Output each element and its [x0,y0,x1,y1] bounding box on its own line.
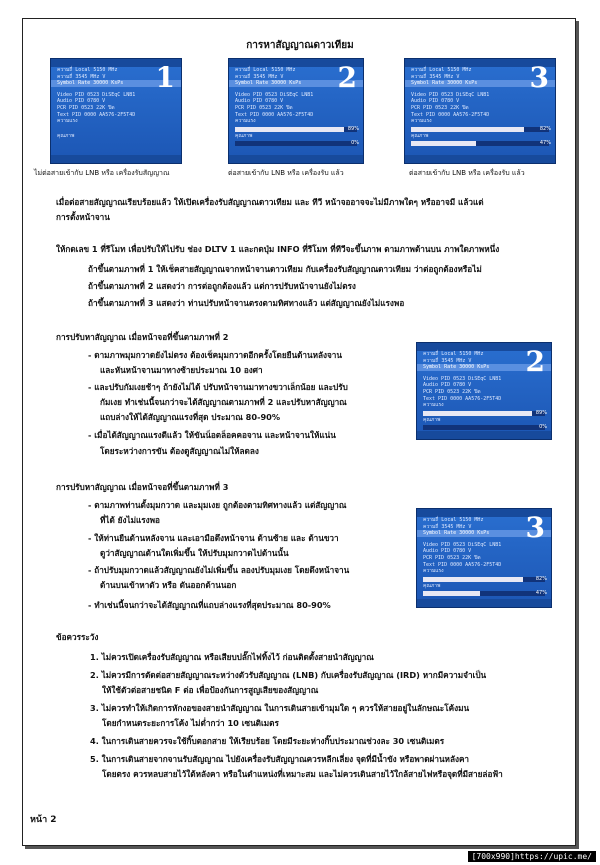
screen-row-text: Text PID 0000 AA576-2F5T4D [57,111,136,118]
screen-row-quality: ความแรง [423,568,444,575]
screen-row-freq: ความถี่ 3545 MHz V [423,357,472,364]
section2-line-5: แถบล่างให้ได้สัญญาณแรงที่สุด ประมาณ 80-90% [100,412,281,422]
caution-line-6: 4. ในการเดินสายควรจะใช้กิ๊บตอกสาย ให้เรียบร้อย โดยมีระยะห่างกิ๊บประมาณช่วงละ 30 เซนติเมตร [90,736,445,746]
section2-line-2: และหันหน้าจานมาทางซ้ายประมาณ 10 องศา [100,365,263,375]
screen-footer [51,155,181,163]
strength-percent: 89% [347,126,359,132]
section2-line-3: - และปรับกัมเงยช้าๆ ถ้ายังไม่ได้ ปรับหน้าจานมาทางขวาเล็กน้อย และปรับ [88,382,348,392]
screen-row-local: ความถี่ Local 5150 MHz [423,351,484,357]
page-title: การหาสัญญาณดาวเทียม [246,40,354,51]
screen-row-quality: ความแรง [235,118,256,125]
screen-row-level: คุณภาพ [423,416,441,423]
cautions-heading: ข้อควรระวัง [56,632,99,642]
intro-line-2: การตั้งหน้าจาน [56,212,110,222]
screen-row-video: Video PID 0523 DiSEqC LNB1 [423,375,502,382]
satellite-info-screen-1 [50,58,182,164]
caution-line-4: 3. ไม่ควรทำให้เกิดการหักงอของสายนำสัญญาณ ในการเดินสายเข้ามุมใด ๆ ควรให้สายอยู่ในลักษณะโค้งมน [90,703,470,713]
screen-row-quality: ความแรง [423,402,444,409]
signal-quality-bar [423,591,545,596]
screen-row-local: ความถี่ Local 5150 MHz [411,67,472,73]
screen-row-quality: ความแรง [411,118,432,125]
caution-line-5: โดยกำหนดระยะการโค้ง ไม่ต่ำกว่า 10 เซนติเมตร [102,718,279,728]
satellite-info-screen-2 [228,58,364,164]
screen-row-local: ความถี่ Local 5150 MHz [423,517,484,523]
signal-quality-bar [411,141,549,146]
screen-row-pcr: PCR PID 0523 22K ปิด [235,104,293,111]
screen-row-audio: Audio PID 0780 V [235,98,284,105]
screen-row-pcr: PCR PID 0523 22K ปิด [57,104,115,111]
section3-line-4: ดูว่าสัญญาณด้านใดเพิ่มขึ้น ให้ปรับมุมกวาดไปด้านนั้น [100,548,289,558]
watermark: [700x990]https://upic.me/ [468,851,596,862]
section2-line-6: - เมื่อได้สัญญาณแรงดีแล้ว ให้ขันน็อตล็อคคอจาน และหน้าจานให้แน่น [88,430,336,440]
caution-line-3: ให้ใช้ตัวต่อสายชนิด F ต่อ เพื่อป้องกันการสูญเสียของสัญญาณ [102,685,319,695]
signal-quality-bar [235,141,357,146]
screen-row-pcr: PCR PID 0523 22K ปิด [423,388,481,395]
screen-row-local: ความถี่ Local 5150 MHz [57,67,118,73]
caution-line-2: 2. ไม่ควรมีการตัดต่อสายสัญญาณระหว่างตัวรับสัญญาณ (LNB) กับเครื่องรับสัญญาณ (IRD) หากมีความจำเป็น [90,670,487,680]
section3-heading: การปรับหาสัญญาณ เมื่อหน้าจอที่ขึ้นตามภาพที่ 3 [56,482,229,492]
screen-row-freq: ความถี่ 3545 MHz V [57,73,106,80]
screen-row-video: Video PID 0523 DiSEqC LNB1 [411,91,490,98]
screen-row-video: Video PID 0523 DiSEqC LNB1 [235,91,314,98]
section3-line-1: - ตามภาพท่านตั้งมุมกวาด และมุมเงย ถูกต้องตามทิศทางแล้ว แต่สัญญาณ [88,500,347,510]
section3-line-5: - ถ้าปรับมุมกวาดแล้วสัญญาณยังไม่เพิ่มขึ้น ลองปรับมุมเงย โดยดึงหน้าจาน [88,565,350,575]
screen-row-local: ความถี่ Local 5150 MHz [235,67,296,73]
signal-strength-bar [423,577,545,582]
screen-row-text: Text PID 0000 AA576-2F5T4D [423,561,502,568]
quality-percent: 47% [539,140,551,146]
screen-number: 3 [529,61,549,94]
screen-row-quality: ความแรง [57,118,78,125]
section2-line-4: กัมเงย ทำเช่นนี้จนกว่าจะได้สัญญาณตามภาพที่ 2 และปรับหาสัญญาณ [100,397,347,407]
section3-line-7: - ทำเช่นนี้จนกว่าจะได้สัญญาณที่แถบล่างแรงที่สุดประมาณ 80-90% [88,600,331,610]
section3-line-6: ด้านบนเข้าหาตัว หรือ ดันออกด้านนอก [100,580,237,590]
screen-footer [229,155,363,163]
strength-percent: 89% [535,410,547,416]
step-line-4: ถ้าขึ้นตามภาพที่ 3 แสดงว่า ท่านปรับหน้าจานตรงตามทิศทางแล้ว แต่สัญญาณยังไม่แรงพอ [88,298,405,308]
screen-row-audio: Audio PID 0780 V [423,548,472,555]
satellite-info-screen-2 [416,342,552,440]
screen-row-text: Text PID 0000 AA576-2F5T4D [423,395,502,402]
screen-row-level: คุณภาพ [235,132,253,139]
screen-row-audio: Audio PID 0780 V [57,98,106,105]
section2-line-7: โดยระหว่างการขัน ต้องดูสัญญาณไม่ให้ลดลง [100,446,259,456]
screen-number: 3 [525,511,545,544]
caption-3: ต่อสายเข้ากับ LNB หรือ เครื่องรับ แล้ว [409,169,525,177]
screen-row-level: คุณภาพ [57,132,75,139]
quality-percent: 0% [351,140,359,146]
screen-row-level: คุณภาพ [411,132,429,139]
screen-number: 2 [337,61,357,94]
signal-strength-bar [423,411,545,416]
quality-percent: 0% [539,424,547,430]
strength-percent: 82% [539,126,551,132]
satellite-info-screen-3 [416,508,552,608]
screen-row-symbol: Symbol Rate 30000 KsPs [417,530,551,537]
caution-line-1: 1. ไม่ควรเปิดเครื่องรับสัญญาณ หรือเสียบปลั๊กไฟทิ้งไว้ ก่อนติดตั้งสายนำสัญญาณ [90,652,374,662]
screen-row-audio: Audio PID 0780 V [423,382,472,389]
screen-number: 1 [155,61,175,94]
screen-row-audio: Audio PID 0780 V [411,98,460,105]
caution-line-8: โดยตรง ควรหลบสายไว้ใต้หลังคา หรือในตำแหน่งที่เหมาะสม และไม่ควรเดินสายไว้ใกล้สายไฟหรือจุดที่มีสายล่อฟ้า [102,769,503,779]
caution-line-7: 5. ในการเดินสายจากจานรับสัญญาณ ไปยังเครื่องรับสัญญาณควรหลีกเลี่ยง จุดที่มีน้ำขัง หรือพาดผ่านหลังคา [90,754,470,764]
step-line-2: ถ้าขึ้นตามภาพที่ 1 ให้เช็คสายสัญญาณจากหน้าจานดาวเทียม กับเครื่องรับสัญญาณดาวเทียม ว่าต่อถูกต้องหรือไม่ [88,264,482,274]
screen-row-symbol: Symbol Rate 30000 KsPs [405,80,555,87]
caption-1: ไม่ต่อสายเข้ากับ LNB หรือ เครื่องรับสัญญาณ [34,169,170,177]
screen-row-freq: ความถี่ 3545 MHz V [411,73,460,80]
satellite-info-screen-3 [404,58,556,164]
quality-percent: 47% [535,590,547,596]
page-number: หน้า 2 [30,815,57,825]
screen-row-pcr: PCR PID 0523 22K ปิด [411,104,469,111]
strength-percent: 82% [535,576,547,582]
section3-line-2: ที่ได้ ยังไม่แรงพอ [100,515,160,525]
caption-2: ต่อสายเข้ากับ LNB หรือ เครื่องรับ แล้ว [228,169,344,177]
screen-row-symbol: Symbol Rate 30000 KsPs [417,364,551,371]
screen-row-pcr: PCR PID 0523 22K ปิด [423,554,481,561]
screen-row-text: Text PID 0000 AA576-2F5T4D [235,111,314,118]
screen-row-level: คุณภาพ [423,582,441,589]
signal-strength-bar [235,127,357,132]
screen-row-symbol: Symbol Rate 30000 KsPs [51,80,181,87]
screen-footer [417,599,551,607]
signal-quality-bar [423,425,545,430]
screen-row-symbol: Symbol Rate 30000 KsPs [229,80,363,87]
step-line-3: ถ้าขึ้นตามภาพที่ 2 แสดงว่า การต่อถูกต้องแล้ว แต่การปรับหน้าจานยังไม่ตรง [88,281,356,291]
section2-line-1: - ดามภาพมุมกวาดยังไม่ตรง ต้องเช็คมุมกวาดอีกครั้งโดยยืนด้านหลังจาน [88,350,342,360]
screen-row-text: Text PID 0000 AA576-2F5T4D [411,111,490,118]
screen-footer [405,155,555,163]
section2-heading: การปรับหาสัญญาณ เมื่อหน้าจอที่ขึ้นตามภาพที่ 2 [56,332,229,342]
intro-line-1: เมื่อต่อสายสัญญาณเรียบร้อยแล้ว ให้เปิดเครื่องรับสัญญาณดาวเทียม และ ทีวี หน้าจออาจจะไม่มีภาพใดๆ หรืออาจมี แล้วแต่ [56,197,484,207]
screen-footer [417,431,551,439]
screen-row-video: Video PID 0523 DiSEqC LNB1 [57,91,136,98]
screen-number: 2 [525,345,545,378]
screen-row-freq: ความถี่ 3545 MHz V [423,523,472,530]
step-line-1: ให้กดเลข 1 ที่รีโมท เพื่อปรับให้ไปรับ ช่อง DLTV 1 และกดปุ่ม INFO ที่รีโมท ที่ทีวีจะขึ้นภาพ ตามภาพด้านบน ภาพใดภาพหนึ่ง [56,244,500,254]
screen-row-freq: ความถี่ 3545 MHz V [235,73,284,80]
section3-line-3: - ให้ท่านยืนด้านหลังจาน และเอามือดึงหน้าจาน ด้านซ้าย และ ด้านขวา [88,533,339,543]
screen-row-video: Video PID 0523 DiSEqC LNB1 [423,541,502,548]
signal-strength-bar [411,127,549,132]
